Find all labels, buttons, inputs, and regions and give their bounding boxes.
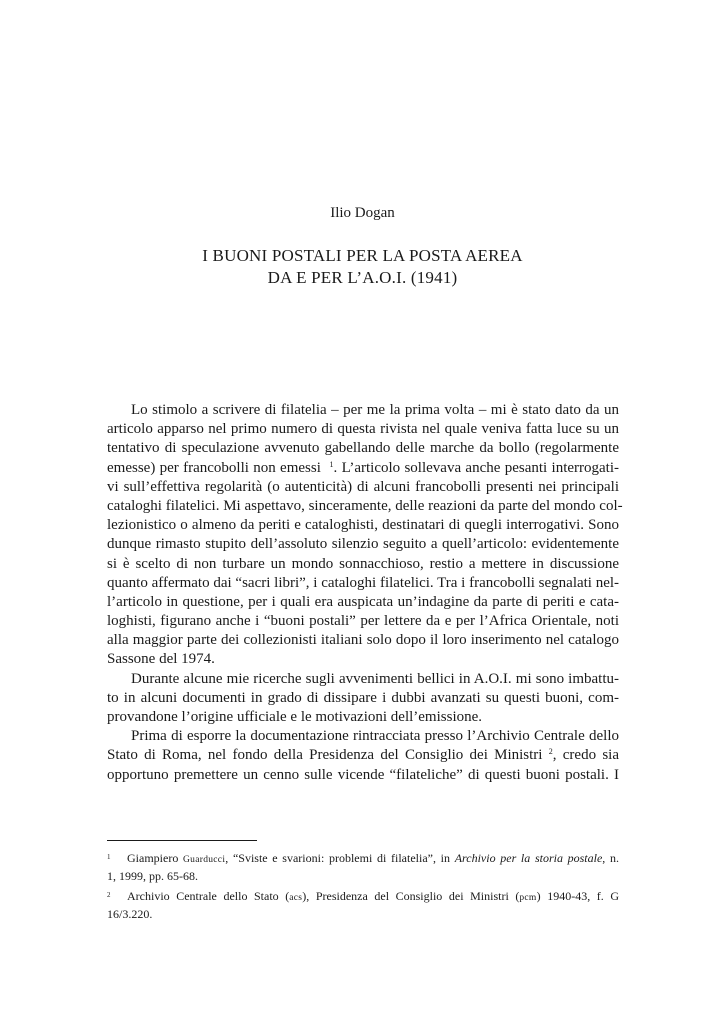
abbreviation: acs: [289, 893, 303, 903]
body-line-with-footnote: [107, 459, 619, 478]
journal-title: Archivio per la storia postale: [454, 851, 603, 865]
abbreviation: pcm: [519, 893, 537, 903]
body-line: quanto affermato dai “sacri libri”, i cataloghi filatelici. Tra i francobolli segnalati nel-: [107, 574, 620, 591]
body-line: Sassone del 1974.: [107, 651, 215, 668]
footnote-separator: [107, 840, 257, 841]
article-title: [0, 245, 725, 289]
body-text-fragment: emesse) per francobolli non emessi: [107, 459, 321, 476]
footnote-text: ), Presidenza del Consiglio dei Ministri (: [302, 889, 520, 903]
body-text: [107, 401, 623, 785]
body-line: l’articolo in questione, per i quali era auspicata un’indagine da parte di periti e cata-: [107, 593, 619, 610]
body-line: Durante alcune mie ricerche sugli avvenimenti bellici in A.O.I. mi sono imbattu-: [131, 670, 619, 687]
footnote-text: Giampiero: [127, 851, 183, 865]
body-line: alla maggior parte dei collezionisti italiani solo dopo il loro inserimento nel catalogo: [107, 632, 619, 649]
body-text-fragment: Stato di Roma, nel fondo della Presidenza del Consiglio dei Ministri: [107, 747, 543, 764]
footnote-number: 2: [107, 891, 111, 899]
body-line: lezionistico o almeno da periti e cataloghisti, destinatari di quegli interrogativi. Sono: [107, 517, 619, 534]
footnote-text: Archivio Centrale dello Stato (: [127, 889, 290, 903]
footnote-line: [107, 850, 619, 868]
footnote-2: [107, 888, 619, 922]
author-surname: Guarducci: [183, 855, 226, 865]
title-line-2: DA E PER L’A.O.I. (1941): [267, 268, 458, 287]
footnote-ref-1: 1: [329, 459, 334, 469]
body-line: dunque rimasto stupito dell’assoluto silenzio seguito a quell’articolo: evidentemente: [107, 536, 619, 553]
body-line: si è scelto di non turbare un mondo sonnacchioso, restio a mettere in discussione: [107, 555, 619, 572]
body-line: loghisti, figurano anche i “buoni postali” per lettere da e per l’Africa Orientale, noti: [107, 613, 619, 630]
body-text-fragment: , credo sia: [552, 747, 619, 764]
footnote-line: [107, 888, 619, 906]
body-line: articolo apparso nel primo numero di questa rivista nel quale veniva fatta luce su un: [107, 421, 619, 438]
title-line-1: I BUONI POSTALI PER LA POSTA AEREA: [202, 246, 523, 265]
body-line: Prima di esporre la documentazione rintracciata presso l’Archivio Centrale dello: [131, 728, 619, 745]
footnote-number: 1: [107, 853, 111, 861]
footnote-ref-2: 2: [548, 747, 553, 757]
body-line: tentativo di speculazione avvenuto gabellando delle marche da bollo (regolarmente: [107, 440, 619, 457]
footnote-text: , n.: [602, 851, 619, 865]
body-text-fragment: . L’articolo sollevava anche pesanti interrogati-: [333, 459, 619, 476]
body-line: provandone l’origine ufficiale e le motivazioni dell’emissione.: [107, 709, 483, 725]
footnote-1: [107, 850, 619, 884]
body-line: vi sull’effettiva regolarità (o autenticità) di alcuni francobolli presenti nei principali: [107, 478, 619, 495]
footnote-line: 16/3.220.: [107, 907, 153, 921]
footnote-line: 1, 1999, pp. 65-68.: [107, 869, 198, 883]
footnote-text: , “Sviste e svarioni: problemi di filatelia”, in: [225, 851, 455, 865]
body-line-with-footnote: [107, 746, 619, 765]
footnotes: [107, 850, 619, 926]
author-name: Ilio Dogan: [330, 205, 395, 221]
footnote-text: ) 1940-43, f. G: [536, 889, 619, 903]
body-line: to in alcuni documenti in grado di dissipare i dubbi avanzati su questi buoni, com-: [107, 689, 619, 706]
body-line: opportuno premettere un cenno sulle vicende “filateliche” di questi buoni postali. I: [107, 766, 619, 783]
body-line: cataloghi filatelici. Mi aspettavo, sinceramente, delle reazioni da parte del mondo col-: [107, 497, 623, 514]
body-line: Lo stimolo a scrivere di filatelia – per me la prima volta – mi è stato dato da un: [131, 402, 619, 418]
